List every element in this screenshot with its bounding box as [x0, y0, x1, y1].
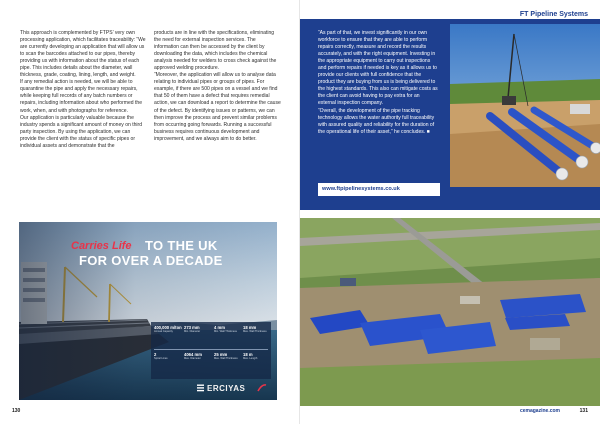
ad-tagline: Carries Life	[71, 240, 132, 252]
erciyas-logo-icon	[197, 384, 205, 392]
article-quote: “As part of that, we invest significantly in our own workforce to ensure that they are able to perform repairs correctly, measure and record the results accurately, and with the right equipment. Investing in the appropriate equipment to carry out inspections and perform repairs if needed is key as it allows us to provide our clients with full confidence that the product they are buying from us is being delivered to the highest standards. This also can mitigate costs as the client can avoid having to pay extra for an external inspection company. “Overall, the development of the pipe tracking technology allows the water authority full traceability with assured quality and reliability for the duration of the operational life of their asset,” he concludes. ■	[318, 30, 438, 135]
ad-stat: 4 mm Min. Wall Thickness	[214, 325, 237, 333]
erciyas-advertisement[interactable]	[19, 222, 277, 400]
ad-headline-2: FOR OVER A DECADE	[79, 253, 223, 268]
page-number-left: 130	[12, 408, 21, 414]
ad-stat: 273 mm Min. Diameter	[184, 325, 201, 333]
article-column-2: products are in line with the specifications, eliminating the need for external inspection services. The information can then be accessed by the client by downloading the data, which includes the chemical analysis needed for welders to cross check against the approved welding procedure. “Moreover, the application will allow us to analyse data relating to individual pipes or groups of pipes. For example, if there are 500 pipes on a vessel and we find that 50 of them have a defect that requires remedial action, we can download a report to determine the cause of the defect. By identifying issues or patterns, we can then improve the process and prevent similar problems from occurring going forwards. Running a successful business requires continuous development and improvement, and we always aim to do better.	[154, 30, 281, 142]
article-column-1: This approach is complemented by FTPS’ very own processing application, which facilitates traceability: “We are currently developing an application that will allow us to scan the barcodes attached to our pipes, thereby providing us with information about the status of each pipe. This includes details about the diameter, wall thickness, grade, coating, lining, length, and weight. If any remedial action is needed, we will be able to quarantine the pipe and apply the necessary repairs, while keeping full records of any batch numbers or repairs, including information about who performed the work, when, and with photographs for reference. Our application is particularly valuable because the industry spends a significant amount of money on third party inspection. By using the application, we can provide the client with the status of specific pipes or individual assets and demonstrate that the	[20, 30, 146, 149]
ad-stat: 4064 mm Max. Diameter	[184, 352, 202, 360]
ad-stats-panel	[151, 322, 271, 379]
ad-stat: 25 mm Max. Wall Thickness	[214, 352, 238, 360]
ad-stat: 2 Spiral Lines	[154, 352, 168, 360]
ad-stat: 18 m Max. Length	[243, 352, 258, 360]
ad-stat: 18 mm Max. Wall Thickness	[243, 325, 267, 333]
erciyas-brand: ERCIYAS	[207, 384, 246, 393]
website-link[interactable]: www.ftpipelinesystems.co.uk	[322, 186, 400, 192]
right-page	[300, 0, 600, 424]
website-link-box[interactable]	[318, 183, 440, 196]
pipes-site-photo	[450, 24, 600, 187]
section-header: FT Pipeline Systems	[519, 11, 588, 18]
brand-swoosh-icon	[257, 383, 267, 393]
aerial-pipe-yard-photo	[300, 218, 600, 406]
footer-site-name[interactable]: cemagazine.com	[519, 408, 560, 414]
page-number-right: 131	[579, 408, 588, 414]
ad-stat: 400,000 m/ton Annual Capacity	[154, 325, 182, 333]
ad-stats-divider	[154, 349, 268, 350]
ad-headline-1: TO THE UK	[145, 238, 218, 253]
